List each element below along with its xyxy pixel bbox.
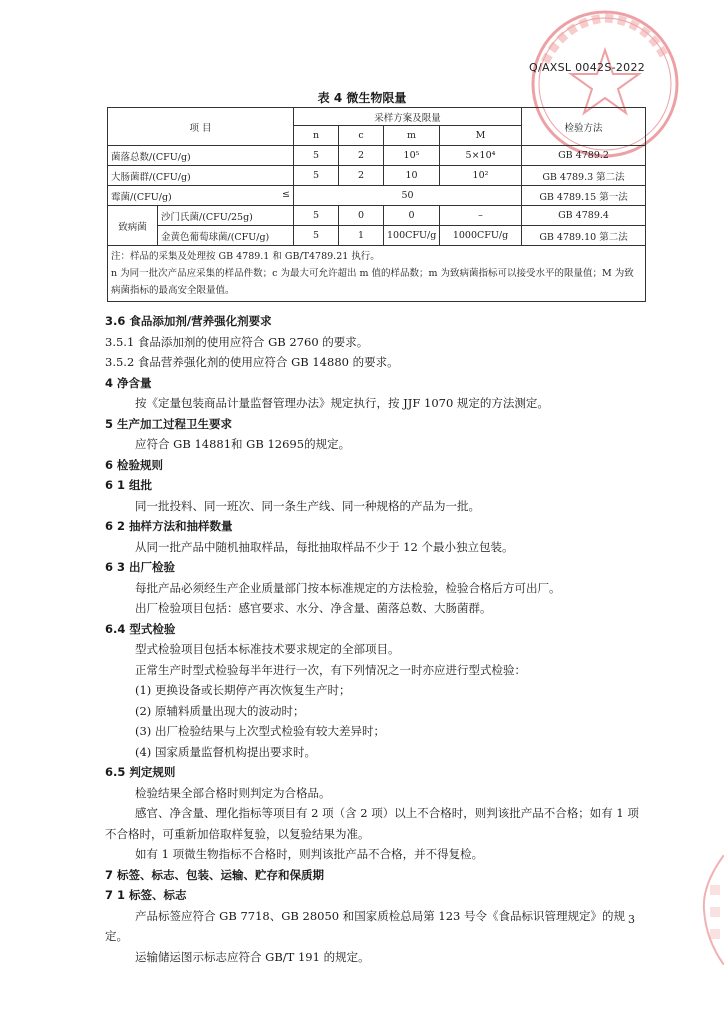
paragraph: 如有 1 项微生物指标不合格时，则判该批产品不合格，并不得复检。 [135, 847, 484, 861]
table-note: n 为同一批次产品应采集的样品件数；c 为最大可允许超出 m 值的样品数；m 为致病菌指标可以接受水平的限量值；M 为致病菌指标的最高安全限量值。 [111, 268, 634, 296]
list-item: (3) 出厂检验结果与上次型式检验有较大差异时； [135, 724, 385, 738]
row-M: 5×10⁴ [440, 146, 522, 166]
table-row-mold [108, 186, 646, 206]
header-M: M [440, 126, 522, 146]
table-title: 表 4 微生物限量 [317, 91, 407, 105]
row-m: 0 [384, 206, 440, 226]
paragraph: 3.5.1 食品添加剂的使用应符合 GB 2760 的要求。 [105, 334, 369, 349]
mold-limit: 50 [294, 186, 522, 206]
paragraph: 应符合 GB 14881和 GB 12695的规定。 [135, 437, 351, 451]
table-row [108, 226, 646, 246]
paragraph: 按《定量包装商品计量监督管理办法》规定执行，按 JJF 1070 规定的方法测定。 [135, 396, 549, 410]
mold-method: GB 4789.15 第一法 [522, 186, 646, 206]
table-row [108, 146, 646, 166]
section-heading: 5 生产加工过程卫生要求 [105, 416, 233, 431]
row-item: 大肠菌群/(CFU/g) [108, 166, 294, 186]
mold-le-sign: ≤ [282, 188, 290, 200]
section-heading: 6 2 抽样方法和抽样数量 [105, 519, 233, 533]
document-body [105, 311, 645, 967]
standard-code: Q/AXSL 0042S-2022 [529, 61, 646, 74]
paragraph-text: 产品标签应符合 GB 7718、GB 28050 和国家质检总局第 123 号令《食品标识管理规定》的规定。 [105, 908, 626, 943]
paragraph: 同一批投料、同一班次、同一条生产线、同一种规格的产品为一批。 [135, 498, 480, 513]
paragraph-text: 感官、净含量、理化指标等项目有 2 项（含 2 项）以上不合格时，则判该批产品不合格；如有 1 项不合格时，可重新加倍取样复验，以复验结果为准。 [105, 806, 639, 841]
row-M: 10² [440, 166, 522, 186]
mold-item-label: 霉菌/(CFU/g) [111, 191, 172, 203]
section-heading: 6.5 判定规则 [105, 765, 176, 779]
paragraph: 出厂检验项目包括：感官要求、水分、净含量、菌落总数、大肠菌群。 [135, 601, 492, 615]
row-c: 2 [339, 146, 384, 166]
table-note: 注：样品的采集及处理按 GB 4789.1 和 GB/T4789.21 执行。 [111, 251, 380, 262]
header-sampling-plan: 采样方案及限量 [294, 108, 522, 126]
row-c: 0 [339, 206, 384, 226]
paragraph [105, 906, 645, 947]
row-item: 菌落总数/(CFU/g) [108, 146, 294, 166]
row-method: GB 4789.3 第二法 [522, 166, 646, 186]
section-heading: 7 1 标签、标志 [105, 888, 187, 902]
header-item: 项 目 [108, 108, 294, 146]
row-M: 1000CFU/g [440, 226, 522, 246]
row-c: 2 [339, 166, 384, 186]
section-heading: 6 检验规则 [105, 457, 164, 472]
section-heading: 7 标签、标志、包装、运输、贮存和保质期 [105, 867, 325, 882]
row-n: 5 [294, 166, 339, 186]
page-number: 3 [628, 913, 635, 926]
row-method: GB 4789.10 第二法 [522, 226, 646, 246]
section-heading: 6.4 型式检验 [105, 621, 176, 636]
row-m: 100CFU/g [384, 226, 440, 246]
row-M: – [440, 206, 522, 226]
paragraph: 检验结果全部合格时则判定为合格品。 [135, 785, 331, 800]
row-item: 沙门氏菌/(CFU/25g) [158, 206, 294, 226]
header-n: n [294, 126, 339, 146]
row-n: 5 [294, 226, 339, 246]
row-item: 金黄色葡萄球菌/(CFU/g) [158, 226, 294, 246]
row-c: 1 [339, 226, 384, 246]
table-row [108, 206, 646, 226]
row-m: 10 [384, 166, 440, 186]
header-c: c [339, 126, 384, 146]
table-notes-row [108, 246, 646, 302]
list-item: (4) 国家质量监督机构提出要求时。 [135, 744, 316, 759]
row-n: 5 [294, 146, 339, 166]
header-m: m [384, 126, 440, 146]
paragraph [105, 803, 645, 844]
pathogen-label: 致病菌 [108, 206, 158, 246]
table-row [108, 166, 646, 186]
paragraph: 从同一批产品中随机抽取样品，每批抽取样品不少于 12 个最小独立包装。 [135, 539, 514, 554]
paragraph: 运输储运图示标志应符合 GB/T 191 的规定。 [135, 949, 370, 964]
microbial-limits-table [107, 107, 646, 302]
section-heading: 6 3 出厂检验 [105, 560, 176, 574]
list-item: (1) 更换设备或长期停产再次恢复生产时； [135, 683, 351, 697]
row-method: GB 4789.4 [522, 206, 646, 226]
row-m: 10⁵ [384, 146, 440, 166]
list-item: (2) 原辅料质量出现大的波动时； [135, 703, 305, 718]
paragraph: 型式检验项目包括本标准技术要求规定的全部项目。 [135, 642, 400, 656]
row-method: GB 4789.2 [522, 146, 646, 166]
table-notes [108, 246, 646, 302]
section-heading: 4 净含量 [105, 375, 152, 390]
paragraph: 3.5.2 食品营养强化剂的使用应符合 GB 14880 的要求。 [105, 355, 399, 369]
mold-item [108, 186, 294, 206]
edge-seal-stamp [698, 855, 724, 965]
row-n: 5 [294, 206, 339, 226]
section-heading: 6 1 组批 [105, 478, 153, 492]
section-heading: 3.6 食品添加剂/营养强化剂要求 [105, 314, 272, 328]
paragraph: 正常生产时型式检验每半年进行一次，有下列情况之一时亦应进行型式检验： [135, 662, 526, 677]
paragraph: 每批产品必须经生产企业质量部门按本标准规定的方法检验，检验合格后方可出厂。 [135, 580, 561, 595]
header-method: 检验方法 [522, 108, 646, 146]
